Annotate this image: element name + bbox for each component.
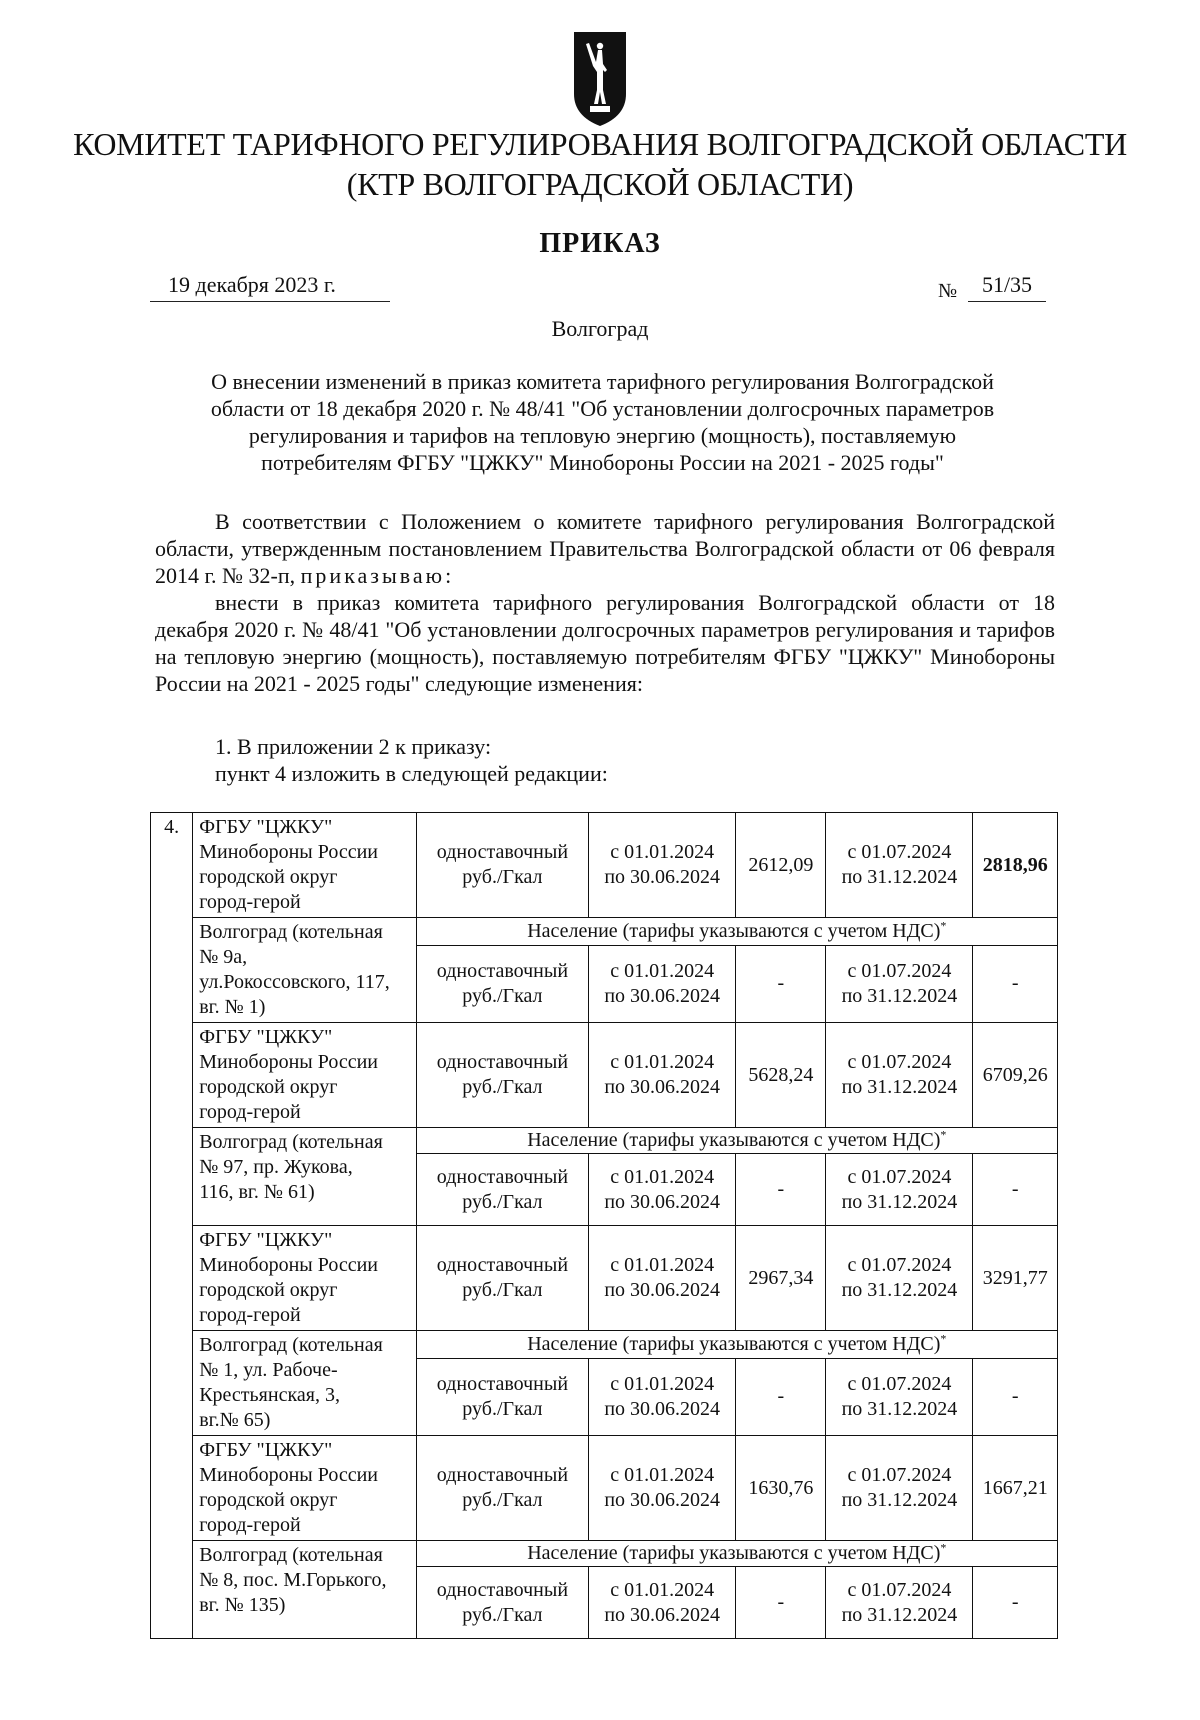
tariff-type: одноставочный <box>436 1578 569 1601</box>
period-start: с 01.07.2024 <box>847 1464 952 1486</box>
period-second-half <box>826 1226 973 1331</box>
supplier-address <box>193 1541 416 1639</box>
tariff-type: одноставочный <box>436 959 569 982</box>
population-note <box>416 918 1057 946</box>
tariff-type: одноставочный <box>436 1372 569 1395</box>
supplier-name-line: 116, вг. № 61) <box>199 1181 315 1203</box>
item-number: 4. <box>151 813 193 1639</box>
supplier-name-line: городской округ <box>199 1076 338 1098</box>
supplier-name-line: городской округ <box>199 866 338 888</box>
supplier-name-line: Минобороны России <box>199 1254 379 1276</box>
supplier-name-line: Минобороны России <box>199 1051 379 1073</box>
tariff-table <box>150 812 1058 1639</box>
supplier-name-line: город-герой <box>199 1304 301 1326</box>
period-start: с 01.01.2024 <box>610 959 715 982</box>
tariff-type: одноставочный <box>436 1254 569 1276</box>
period-start: с 01.01.2024 <box>610 1578 715 1601</box>
period-second-half <box>826 1567 973 1639</box>
tariff-value: 2612,09 <box>736 813 826 918</box>
period-end: по 31.12.2024 <box>841 866 958 888</box>
period-end: по 30.06.2024 <box>604 1279 721 1301</box>
tariff-unit: руб./Гкал <box>462 1076 543 1098</box>
supplier-name-line: № 8, пос. М.Горького, <box>199 1569 387 1591</box>
period-second-half <box>826 945 973 1022</box>
period-end: по 30.06.2024 <box>604 1397 721 1420</box>
supplier-name-line: Волгоград (котельная <box>199 921 383 943</box>
period-end: по 31.12.2024 <box>841 1489 958 1511</box>
tariff-value: 5628,24 <box>736 1023 826 1128</box>
tariff-value-empty: - <box>736 1567 826 1639</box>
supplier-name-line: Волгоград (котельная <box>199 1131 383 1153</box>
city: Волгоград <box>551 316 649 341</box>
population-note-text: Население (тарифы указываются с учетом НДС) <box>527 1332 941 1355</box>
period-start: с 01.01.2024 <box>610 1464 715 1486</box>
supplier-name-line: город-герой <box>199 1101 301 1123</box>
period-start: с 01.01.2024 <box>610 1254 715 1276</box>
period-end: по 30.06.2024 <box>604 1489 721 1511</box>
subject-line: области от 18 декабря 2020 г. № 48/41 "Об установлении долгосрочных параметров <box>210 396 995 421</box>
period-first-half <box>589 1436 736 1541</box>
period-start: с 01.07.2024 <box>847 1372 952 1395</box>
period-start: с 01.07.2024 <box>847 959 952 982</box>
supplier-name-line: вг. № 135) <box>199 1594 286 1616</box>
tariff-type-cell <box>416 813 589 918</box>
table-row <box>151 1226 1058 1331</box>
supplier-name-line: Волгоград (котельная <box>199 1544 383 1566</box>
period-end: по 30.06.2024 <box>604 1190 721 1213</box>
basis-text: В соответствии с Положением о комитете тарифного регулирования Волгоградской области, утвержденным постановлением Правительства Волгоградской области от 06 февраля 2014 г. № 32-п, <box>155 509 1055 588</box>
body-paragraph-basis <box>155 508 1055 589</box>
tariff-unit: руб./Гкал <box>462 1190 543 1213</box>
period-first-half <box>589 813 736 918</box>
tariff-type-cell <box>416 1023 589 1128</box>
population-note-text: Население (тарифы указываются с учетом НДС) <box>527 1542 941 1564</box>
period-start: с 01.07.2024 <box>847 1165 952 1188</box>
supplier-name <box>193 813 416 918</box>
tariff-type-cell <box>416 1567 589 1639</box>
supplier-name-line: ФГБУ "ЦЖКУ" <box>199 816 333 838</box>
period-start: с 01.07.2024 <box>847 841 952 863</box>
tariff-type: одноставочный <box>436 841 569 863</box>
organization-abbreviation: (КТР ВОЛГОГРАДСКОЙ ОБЛАСТИ) <box>346 166 854 202</box>
tariff-value: 2967,34 <box>736 1226 826 1331</box>
tariff-value-empty: - <box>973 1154 1058 1226</box>
tariff-value-empty: - <box>973 945 1058 1022</box>
period-start: с 01.07.2024 <box>847 1254 952 1276</box>
period-end: по 30.06.2024 <box>604 1603 721 1626</box>
period-end: по 30.06.2024 <box>604 984 721 1007</box>
tariff-value: 3291,77 <box>973 1226 1058 1331</box>
period-start: с 01.01.2024 <box>610 841 715 863</box>
footnote-mark: * <box>940 1127 947 1142</box>
tariff-type-cell <box>416 945 589 1022</box>
supplier-name-line: № 9а, <box>199 946 248 968</box>
period-start: с 01.01.2024 <box>610 1051 715 1073</box>
tariff-value-empty: - <box>736 1154 826 1226</box>
footnote-mark: * <box>940 1331 947 1346</box>
tariff-type: одноставочный <box>436 1165 569 1188</box>
supplier-name <box>193 1023 416 1128</box>
period-second-half <box>826 1436 973 1541</box>
population-note-text: Население (тарифы указываются с учетом НДС) <box>527 1129 941 1151</box>
period-first-half <box>589 945 736 1022</box>
tariff-value-empty: - <box>973 1567 1058 1639</box>
tariff-type-cell <box>416 1358 589 1435</box>
order-subject <box>150 368 1055 476</box>
supplier-name-line: вг.№ 65) <box>199 1409 271 1431</box>
table-row <box>151 918 1058 946</box>
body-paragraph-appendix: 1. В приложении 2 к приказу: <box>215 734 492 759</box>
period-second-half <box>826 1023 973 1128</box>
supplier-address <box>193 1331 416 1436</box>
period-end: по 31.12.2024 <box>841 1076 958 1098</box>
tariff-unit: руб./Гкал <box>462 866 543 888</box>
period-end: по 31.12.2024 <box>841 984 958 1007</box>
supplier-name-line: городской округ <box>199 1279 338 1301</box>
period-start: с 01.07.2024 <box>847 1051 952 1073</box>
table-row <box>151 813 1058 918</box>
period-first-half <box>589 1023 736 1128</box>
supplier-name-line: № 97, пр. Жукова, <box>199 1156 353 1178</box>
period-end: по 31.12.2024 <box>841 1279 958 1301</box>
period-end: по 30.06.2024 <box>604 866 721 888</box>
tariff-unit: руб./Гкал <box>462 1489 543 1511</box>
organization-name: КОМИТЕТ ТАРИФНОГО РЕГУЛИРОВАНИЯ ВОЛГОГРАДСКОЙ ОБЛАСТИ <box>73 126 1127 162</box>
period-end: по 30.06.2024 <box>604 1076 721 1098</box>
supplier-name-line: Крестьянская, 3, <box>199 1384 340 1406</box>
tariff-value: 6709,26 <box>973 1023 1058 1128</box>
subject-line: регулирования и тарифов на тепловую энергию (мощность), поставляемую <box>248 423 957 448</box>
supplier-name-line: город-герой <box>199 891 301 913</box>
order-word: приказываю: <box>300 563 455 588</box>
tariff-value-empty: - <box>736 1358 826 1435</box>
period-end: по 31.12.2024 <box>841 1603 958 1626</box>
table-row <box>151 1541 1058 1567</box>
period-first-half <box>589 1154 736 1226</box>
tariff-unit: руб./Гкал <box>462 1603 543 1626</box>
order-number: 51/35 <box>968 268 1046 302</box>
population-note <box>416 1128 1057 1154</box>
tariff-type-cell <box>416 1154 589 1226</box>
supplier-name-line: Минобороны России <box>199 841 379 863</box>
footnote-mark: * <box>940 1540 947 1555</box>
body-paragraph-amend: внести в приказ комитета тарифного регулирования Волгоградской области от 18 декабря 2020 г. № 48/41 "Об установлении долгосрочных параметров регулирования и тарифов на тепловую энергию (мощность), поставляемую потребителям ФГБУ "ЦЖКУ" Минобороны России на 2021 - 2025 годы" следующие изменения: <box>155 590 1055 696</box>
tariff-unit: руб./Гкал <box>462 984 543 1007</box>
period-second-half <box>826 813 973 918</box>
number-sign: № <box>938 280 958 302</box>
coat-of-arms-icon <box>572 30 628 128</box>
supplier-name-line: ФГБУ "ЦЖКУ" <box>199 1026 333 1048</box>
supplier-name-line: вг. № 1) <box>199 996 266 1018</box>
body-paragraph-item: пункт 4 изложить в следующей редакции: <box>215 761 608 786</box>
supplier-name <box>193 1226 416 1331</box>
supplier-name-line: Волгоград (котельная <box>199 1334 383 1356</box>
period-second-half <box>826 1154 973 1226</box>
supplier-name-line: ФГБУ "ЦЖКУ" <box>199 1229 333 1251</box>
supplier-address <box>193 1128 416 1226</box>
supplier-name-line: ФГБУ "ЦЖКУ" <box>199 1439 333 1461</box>
population-note-text: Население (тарифы указываются с учетом НДС) <box>527 919 941 942</box>
document-title: ПРИКАЗ <box>539 228 661 259</box>
period-first-half <box>589 1358 736 1435</box>
table-row <box>151 1023 1058 1128</box>
supplier-name <box>193 1436 416 1541</box>
period-start: с 01.01.2024 <box>610 1165 715 1188</box>
period-end: по 31.12.2024 <box>841 1397 958 1420</box>
tariff-type: одноставочный <box>436 1051 569 1073</box>
period-first-half <box>589 1226 736 1331</box>
tariff-value-empty: - <box>973 1358 1058 1435</box>
population-note <box>416 1331 1057 1359</box>
footnote-mark: * <box>940 918 947 933</box>
order-date: 19 декабря 2023 г. <box>150 268 390 302</box>
tariff-type-cell <box>416 1436 589 1541</box>
period-start: с 01.01.2024 <box>610 1372 715 1395</box>
supplier-name-line: № 1, ул. Рабоче- <box>199 1359 338 1381</box>
supplier-name-line: ул.Рокоссовского, 117, <box>199 971 390 993</box>
period-end: по 31.12.2024 <box>841 1190 958 1213</box>
tariff-type: одноставочный <box>436 1464 569 1486</box>
tariff-value: 1630,76 <box>736 1436 826 1541</box>
tariff-value: 2818,96 <box>973 813 1058 918</box>
supplier-name-line: город-герой <box>199 1514 301 1536</box>
table-row <box>151 1128 1058 1154</box>
tariff-unit: руб./Гкал <box>462 1397 543 1420</box>
table-row <box>151 1331 1058 1359</box>
population-note <box>416 1541 1057 1567</box>
supplier-address <box>193 918 416 1023</box>
period-start: с 01.07.2024 <box>847 1578 952 1601</box>
subject-line: О внесении изменений в приказ комитета тарифного регулирования Волгоградской <box>211 369 994 394</box>
tariff-value-empty: - <box>736 945 826 1022</box>
tariff-type-cell <box>416 1226 589 1331</box>
tariff-value: 1667,21 <box>973 1436 1058 1541</box>
supplier-name-line: городской округ <box>199 1489 338 1511</box>
supplier-name-line: Минобороны России <box>199 1464 379 1486</box>
subject-line: потребителям ФГБУ "ЦЖКУ" Минобороны России на 2021 - 2025 годы" <box>261 450 944 475</box>
tariff-unit: руб./Гкал <box>462 1279 543 1301</box>
period-first-half <box>589 1567 736 1639</box>
table-row <box>151 1436 1058 1541</box>
period-second-half <box>826 1358 973 1435</box>
